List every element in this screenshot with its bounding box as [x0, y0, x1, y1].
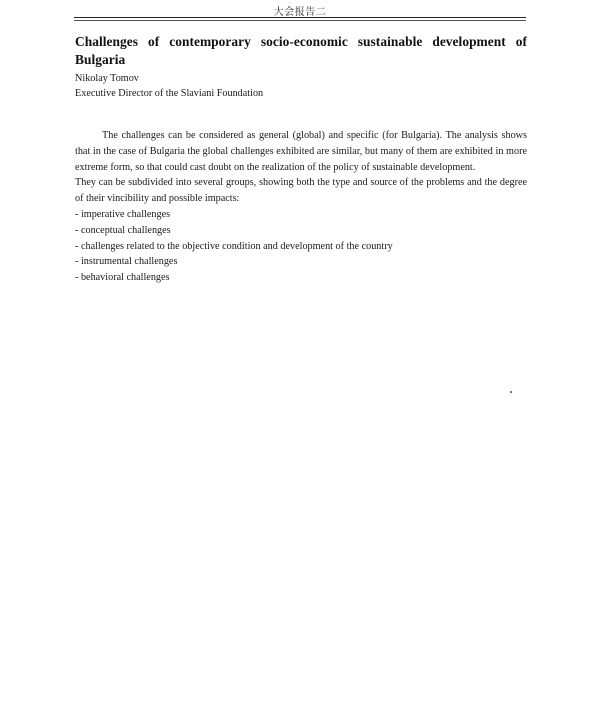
scan-speck	[510, 391, 512, 393]
paragraph-intro: The challenges can be considered as general (global) and specific (for Bulgaria). The analysis shows that in the case of Bulgaria the global challenges exhibited are similar, but many of them are exhibited in more extreme form, so that could cast doubt on the realization of the policy of sustainable development.	[75, 130, 527, 173]
running-header-title: 大会报告二	[273, 7, 327, 18]
author-affiliation: Executive Director of the Slaviani Foundation	[75, 88, 264, 99]
paper-title: Challenges of contemporary socio-economic sustainable development of Bulgaria	[75, 34, 527, 67]
list-item: - imperative challenges	[75, 207, 527, 223]
article	[75, 33, 527, 286]
list-item: - behavioral challenges	[75, 270, 527, 286]
article-body	[75, 128, 527, 286]
challenge-list	[75, 207, 527, 286]
list-item: - conceptual challenges	[75, 223, 527, 239]
header-rule-thin	[74, 20, 526, 21]
running-header	[74, 0, 526, 22]
author-name: Nikolay Tomov	[75, 73, 139, 84]
list-item: - challenges related to the objective condition and development of the country	[75, 239, 527, 255]
paragraph-groups: They can be subdivided into several groups, showing both the type and source of the problems and the degree of their vincibility and possible impacts:	[75, 177, 527, 205]
header-rule-thick	[74, 17, 526, 18]
list-item: - instrumental challenges	[75, 254, 527, 270]
